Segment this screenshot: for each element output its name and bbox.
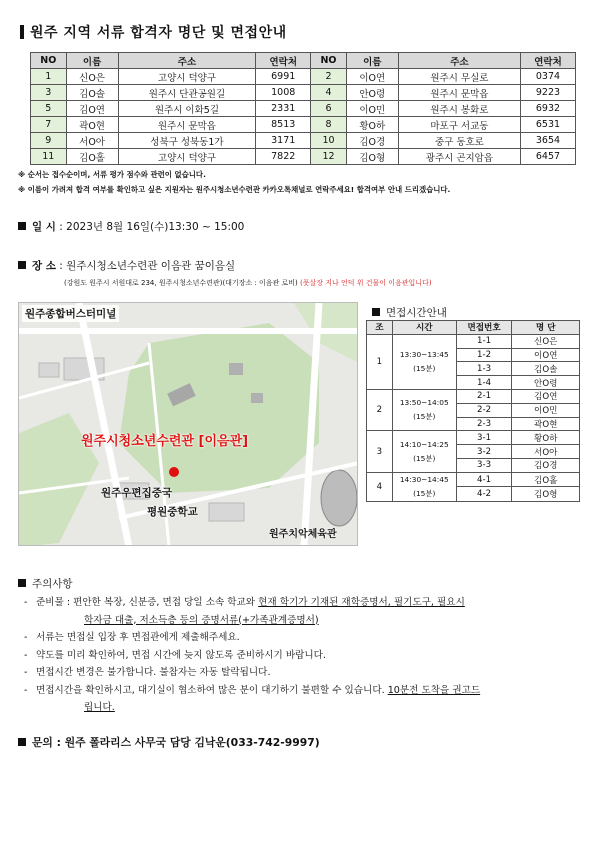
square-bullet-icon bbox=[18, 579, 26, 587]
table-cell: 김O솔 bbox=[66, 85, 118, 101]
results-header-cell: 주소 bbox=[398, 53, 520, 69]
date-value: : 2023년 8월 16일(수)13:30 ~ 15:00 bbox=[59, 221, 245, 233]
schedule-title-text: 면접시간안내 bbox=[386, 307, 447, 319]
contact-line bbox=[18, 735, 320, 750]
caution-text bbox=[36, 682, 480, 700]
table-cell: 원주시 문막읍 bbox=[118, 117, 256, 133]
interview-number: 2-3 bbox=[456, 417, 512, 431]
caution-item bbox=[24, 629, 584, 647]
note-contact: ※ 이름이 가려져 합격 여부를 확인하고 싶은 지원자는 원주시청소년수련관 카카오톡채널로 연락주세요! 합격여부 안내 드리겠습니다. bbox=[18, 185, 451, 194]
dash-mark: - bbox=[24, 649, 28, 661]
table-cell: 6457 bbox=[520, 149, 575, 165]
group-number: 4 bbox=[367, 472, 393, 501]
caution-underlined: 현재 학기가 기재된 재학증명서, 필기도구, 필요시 bbox=[258, 597, 465, 608]
square-bullet-icon bbox=[18, 261, 26, 269]
caution-list bbox=[24, 594, 584, 717]
group-time-range: 13:30~13:45 bbox=[399, 349, 449, 359]
interview-number: 1-4 bbox=[456, 376, 512, 390]
group-duration: (15분) bbox=[413, 412, 436, 422]
results-header-cell: 이름 bbox=[66, 53, 118, 69]
interviewee-name: 김O솔 bbox=[512, 362, 580, 376]
table-cell: 4 bbox=[311, 85, 347, 101]
interview-number: 2-1 bbox=[456, 389, 512, 403]
table-cell: 이O연 bbox=[346, 69, 398, 85]
interviewee-name: 곽O현 bbox=[512, 417, 580, 431]
group-duration: (15분) bbox=[413, 488, 436, 498]
caution-text bbox=[36, 594, 465, 612]
title-bar-mark bbox=[20, 25, 24, 39]
location-pin-icon bbox=[169, 467, 179, 477]
results-header-cell: 이름 bbox=[346, 53, 398, 69]
caution-continued: 학자금 대출, 저소득층 등의 증명서류(+가족관계증명서) bbox=[84, 614, 319, 626]
caution-text bbox=[36, 612, 319, 630]
schedule-row bbox=[367, 472, 580, 487]
map-label-gym: 원주치악체육관 bbox=[269, 529, 337, 540]
caution-underlined: 10분전 도착을 권고드 bbox=[387, 684, 481, 696]
interview-number: 1-1 bbox=[456, 334, 512, 348]
table-cell: 마포구 서교동 bbox=[398, 117, 520, 133]
caution-main: 약도를 미리 확인하여, 면접 시간에 늦지 않도록 준비하시기 바랍니다. bbox=[36, 649, 326, 661]
schedule-title bbox=[372, 305, 447, 320]
caution-item bbox=[24, 594, 584, 612]
interview-number: 4-2 bbox=[456, 487, 512, 502]
table-row bbox=[31, 149, 576, 165]
caution-continued: 립니다. bbox=[84, 702, 115, 713]
table-cell: 원주시 문막읍 bbox=[398, 85, 520, 101]
group-time bbox=[392, 472, 456, 501]
results-header-row bbox=[31, 53, 576, 69]
caution-title bbox=[18, 576, 73, 591]
table-row bbox=[31, 85, 576, 101]
results-header-cell: 연락처 bbox=[256, 53, 311, 69]
interviewee-name: 안O령 bbox=[512, 376, 580, 390]
table-cell: 김O형 bbox=[346, 149, 398, 165]
table-cell: 곽O현 bbox=[66, 117, 118, 133]
table-cell: 6932 bbox=[520, 101, 575, 117]
group-duration: (15분) bbox=[413, 363, 436, 373]
results-header-cell: NO bbox=[31, 53, 67, 69]
interview-number: 3-1 bbox=[456, 431, 512, 445]
note-order: ※ 순서는 접수순이며, 서류 평가 점수와 관련이 없습니다. bbox=[18, 170, 206, 179]
table-cell: 10 bbox=[311, 133, 347, 149]
table-cell: 서O아 bbox=[66, 133, 118, 149]
caution-text bbox=[36, 699, 115, 717]
table-row bbox=[31, 117, 576, 133]
place-section bbox=[18, 258, 235, 273]
map-label-terminal: 원주종합버스터미널 bbox=[22, 305, 119, 322]
interview-number: 1-2 bbox=[456, 348, 512, 362]
table-cell: 광주시 곤지암읍 bbox=[398, 149, 520, 165]
table-cell: 성북구 성북동1가 bbox=[118, 133, 256, 149]
caution-main: 면접시간 변경은 불가합니다. 불참자는 자동 탈락됩니다. bbox=[36, 667, 271, 678]
table-row bbox=[31, 133, 576, 149]
interviewee-name: 김O연 bbox=[512, 389, 580, 403]
group-time bbox=[392, 389, 456, 430]
table-cell: 6531 bbox=[520, 117, 575, 133]
interview-number: 3-3 bbox=[456, 458, 512, 472]
group-duration: (15분) bbox=[413, 453, 436, 463]
table-cell: 7822 bbox=[256, 149, 311, 165]
table-cell: 김O연 bbox=[66, 101, 118, 117]
caution-item bbox=[24, 682, 584, 700]
interviewee-name: 김O경 bbox=[512, 458, 580, 472]
dash-mark bbox=[24, 699, 36, 717]
table-cell: 1008 bbox=[256, 85, 311, 101]
caution-title-text: 주의사항 bbox=[32, 578, 73, 590]
group-number: 1 bbox=[367, 334, 393, 389]
waiting-area: (대기장소 : 이음관 로비) bbox=[222, 279, 298, 287]
table-cell: 11 bbox=[31, 149, 67, 165]
schedule-row bbox=[367, 389, 580, 403]
table-cell: 신O은 bbox=[66, 69, 118, 85]
map-label-postoffice: 원주우편집중국 bbox=[101, 487, 173, 499]
table-cell: 원주시 봉화로 bbox=[398, 101, 520, 117]
dash-mark: - bbox=[24, 597, 28, 608]
table-cell: 황O하 bbox=[346, 117, 398, 133]
table-cell: 안O령 bbox=[346, 85, 398, 101]
interviewee-name: 이O연 bbox=[512, 348, 580, 362]
schedule-header-cell: 시간 bbox=[392, 321, 456, 335]
schedule-header-row bbox=[367, 321, 580, 335]
group-number: 2 bbox=[367, 389, 393, 430]
interviewee-name: 서O아 bbox=[512, 445, 580, 459]
caution-main: 준비물 : 편안한 복장, 신분증, 면접 당일 소속 학교와 bbox=[36, 597, 259, 608]
table-cell: 9 bbox=[31, 133, 67, 149]
caution-main: 서류는 면접실 입장 후 면접관에게 제출해주세요. bbox=[36, 632, 240, 643]
date-label: 일 시 bbox=[32, 221, 56, 233]
place-note: (풋살장 지나 언덕 위 건물이 이음관입니다) bbox=[300, 279, 432, 287]
results-header-cell: 연락처 bbox=[520, 53, 575, 69]
caution-item bbox=[24, 664, 584, 682]
interview-number: 3-2 bbox=[456, 445, 512, 459]
table-cell: 3171 bbox=[256, 133, 311, 149]
table-cell: 5 bbox=[31, 101, 67, 117]
table-cell: 2 bbox=[311, 69, 347, 85]
map-label-center: 원주시청소년수련관 [이음관] bbox=[81, 434, 249, 449]
table-cell: 3 bbox=[31, 85, 67, 101]
table-cell: 8 bbox=[311, 117, 347, 133]
caution-item bbox=[24, 699, 584, 717]
table-row bbox=[31, 69, 576, 85]
interviewee-name: 이O민 bbox=[512, 403, 580, 417]
schedule-row bbox=[367, 431, 580, 445]
table-cell: 9223 bbox=[520, 85, 575, 101]
dash-mark: - bbox=[24, 667, 28, 678]
table-cell: 6991 bbox=[256, 69, 311, 85]
square-bullet-icon bbox=[18, 222, 26, 230]
group-time bbox=[392, 431, 456, 472]
results-header-cell: NO bbox=[311, 53, 347, 69]
caution-item bbox=[24, 612, 584, 630]
table-row bbox=[31, 101, 576, 117]
results-header-cell: 주소 bbox=[118, 53, 256, 69]
document-title bbox=[20, 22, 287, 42]
caution-text bbox=[36, 629, 240, 647]
group-number: 3 bbox=[367, 431, 393, 472]
group-time-range: 13:50~14:05 bbox=[399, 398, 449, 408]
schedule-header-cell: 조 bbox=[367, 321, 393, 335]
interviewee-name: 김O형 bbox=[512, 487, 580, 502]
schedule-row bbox=[367, 334, 580, 348]
dash-mark: - bbox=[24, 632, 28, 643]
schedule-header-cell: 명 단 bbox=[512, 321, 580, 335]
caution-item bbox=[24, 647, 584, 665]
schedule-header-cell: 면접번호 bbox=[456, 321, 512, 335]
square-bullet-icon bbox=[372, 308, 380, 316]
location-map bbox=[18, 302, 358, 546]
table-cell: 고양시 덕양구 bbox=[118, 69, 256, 85]
group-time-range: 14:10~14:25 bbox=[399, 439, 449, 449]
interviewee-name: 황O하 bbox=[512, 431, 580, 445]
table-cell: 원주시 단관공원길 bbox=[118, 85, 256, 101]
results-table bbox=[30, 52, 576, 165]
place-address-line bbox=[64, 278, 432, 288]
group-time-range: 14:30~14:45 bbox=[399, 474, 449, 484]
caution-text bbox=[36, 647, 326, 665]
dash-mark bbox=[24, 612, 36, 630]
table-cell: 0374 bbox=[520, 69, 575, 85]
table-cell: 6 bbox=[311, 101, 347, 117]
table-cell: 2331 bbox=[256, 101, 311, 117]
document-title-text: 원주 지역 서류 합격자 명단 및 면접안내 bbox=[30, 25, 287, 41]
place-value: : 원주시청소년수련관 이음관 꿈이음실 bbox=[59, 260, 236, 272]
table-cell: 중구 동호로 bbox=[398, 133, 520, 149]
table-cell: 원주시 무실로 bbox=[398, 69, 520, 85]
table-cell: 12 bbox=[311, 149, 347, 165]
date-section bbox=[18, 219, 244, 234]
caution-main: 면접시간을 확인하시고, 대기실이 협소하여 많은 분이 대기하기 불편할 수 있습니다. bbox=[36, 684, 388, 696]
table-cell: 1 bbox=[31, 69, 67, 85]
dash-mark: - bbox=[24, 684, 28, 696]
table-cell: 고양시 덕양구 bbox=[118, 149, 256, 165]
place-label: 장 소 bbox=[32, 260, 56, 272]
group-time bbox=[392, 334, 456, 389]
table-cell: 김O경 bbox=[346, 133, 398, 149]
interview-number: 2-2 bbox=[456, 403, 512, 417]
table-cell: 김O홀 bbox=[66, 149, 118, 165]
interview-number: 4-1 bbox=[456, 472, 512, 487]
table-cell: 8513 bbox=[256, 117, 311, 133]
contact-text: 문의 : 원주 폴라리스 사무국 담당 김낙운(033-742-9997) bbox=[32, 736, 320, 749]
interviewee-name: 김O홀 bbox=[512, 472, 580, 487]
caution-text bbox=[36, 664, 271, 682]
square-bullet-icon bbox=[18, 738, 26, 746]
table-cell: 원주시 이화5길 bbox=[118, 101, 256, 117]
place-address: (강원도 원주시 서원대로 234, 원주시청소년수련관) bbox=[64, 279, 223, 287]
notes bbox=[18, 167, 450, 197]
interviewee-name: 신O은 bbox=[512, 334, 580, 348]
table-cell: 이O민 bbox=[346, 101, 398, 117]
schedule-table bbox=[366, 320, 580, 502]
table-cell: 3654 bbox=[520, 133, 575, 149]
table-cell: 7 bbox=[31, 117, 67, 133]
map-label-school: 평원중학교 bbox=[147, 506, 198, 518]
interview-number: 1-3 bbox=[456, 362, 512, 376]
